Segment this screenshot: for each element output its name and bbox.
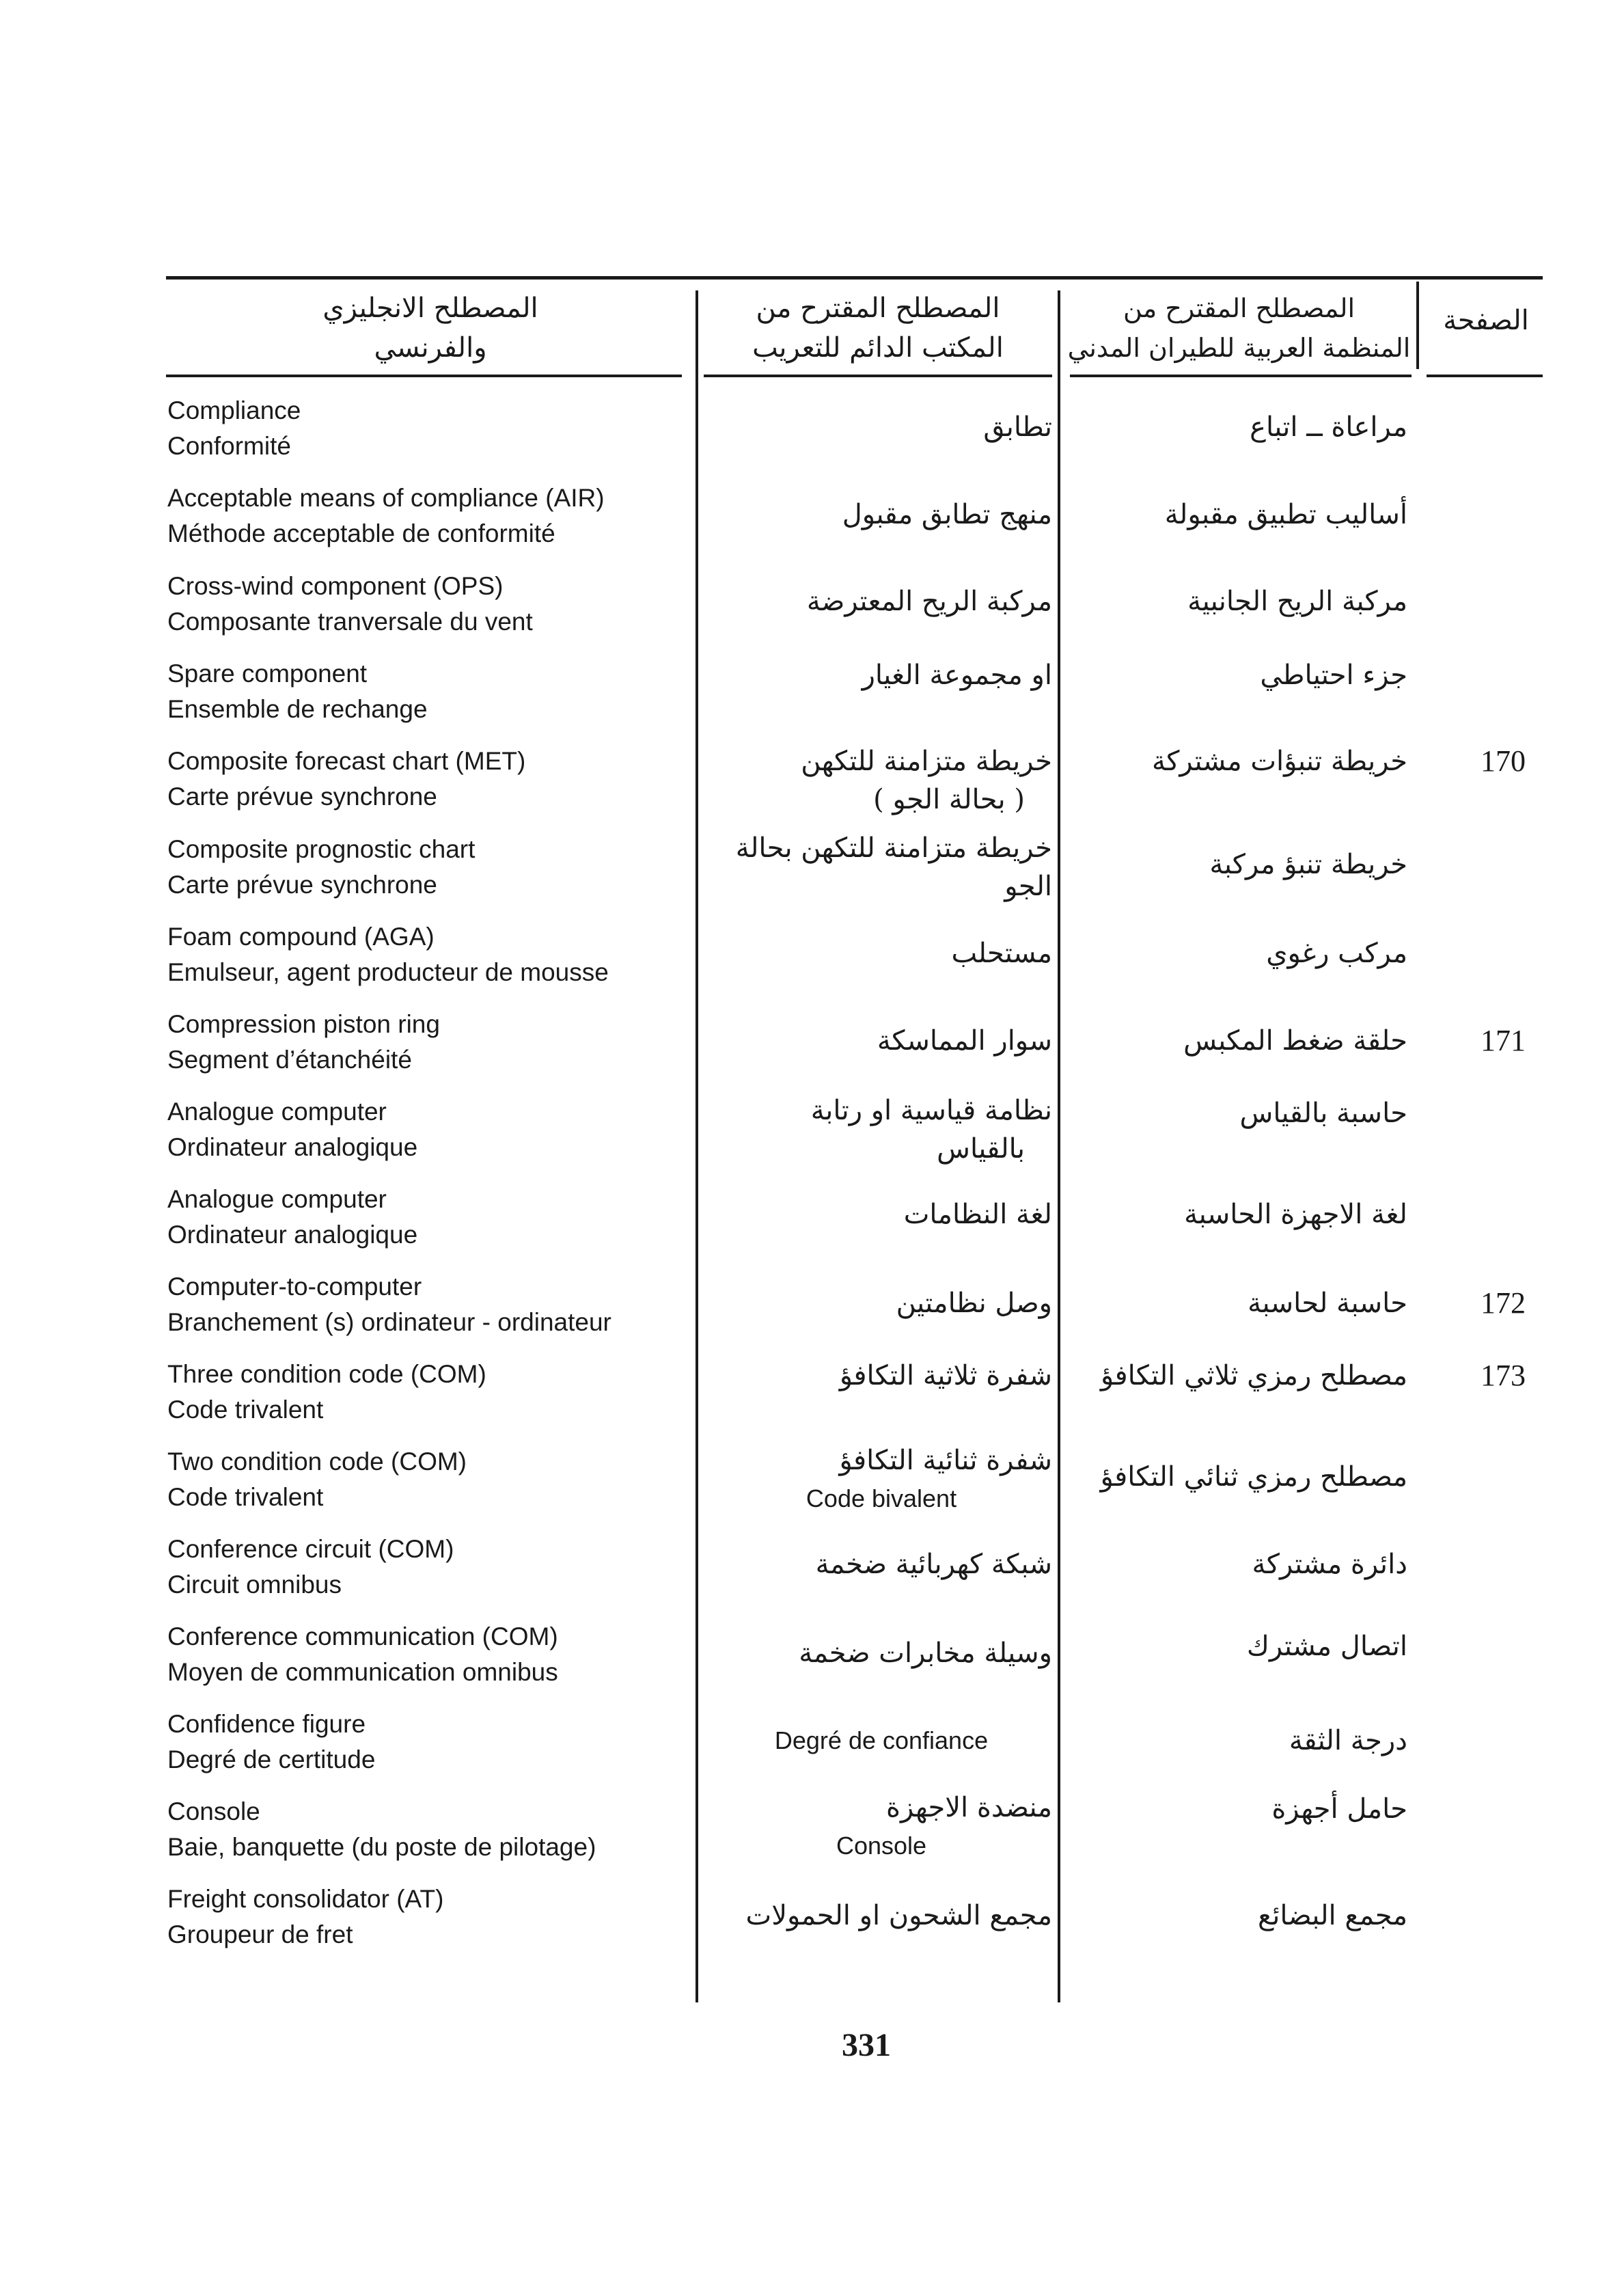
org-term-line: خريطة تنبؤات مشتركة: [1151, 746, 1407, 777]
org-term-line: درجة الثقة: [1289, 1725, 1407, 1756]
office-term-line: ( بحالة الجو ): [873, 784, 1025, 815]
office-term: [711, 1022, 1052, 1060]
french-term: Conformité: [167, 432, 291, 460]
org-term: [1073, 742, 1407, 780]
english-term: Console: [167, 1797, 260, 1825]
french-term: Baie, banquette (du poste de pilotage): [167, 1833, 596, 1861]
office-term: [711, 1789, 1052, 1865]
english-french-term: [167, 393, 693, 464]
office-term-line: شبكة كهربائية ضخمة: [815, 1549, 1052, 1580]
org-term: [1073, 1790, 1407, 1828]
page-ref: 170: [1481, 744, 1526, 778]
office-term-line: شفرة ثلاثية التكافؤ: [839, 1360, 1052, 1391]
english-term: Three condition code (COM): [167, 1360, 486, 1388]
org-term-line: مصطلح رمزي ثنائي التكافؤ: [1100, 1461, 1407, 1493]
english-french-term: [167, 1881, 693, 1953]
office-term-line: الجو: [1004, 871, 1052, 902]
office-term: [711, 495, 1052, 534]
french-term: Ensemble de rechange: [167, 695, 428, 723]
english-french-term: [167, 480, 693, 552]
office-term: [711, 1545, 1052, 1583]
header-english-french-line2: والفرنسي: [374, 332, 487, 364]
header-underline-col4: [1427, 375, 1543, 377]
office-term: [711, 1722, 1052, 1760]
french-term: Groupeur de fret: [167, 1920, 353, 1948]
french-term: Code trivalent: [167, 1396, 324, 1424]
org-term-line: أساليب تطبيق مقبولة: [1164, 499, 1407, 530]
org-term-line: خريطة تنبؤ مركبة: [1209, 849, 1407, 880]
office-term-line: وسيلة مخابرات ضخمة: [799, 1637, 1052, 1669]
office-term: [711, 1896, 1052, 1935]
org-term-line: حاسبة لحاسبة: [1248, 1288, 1407, 1319]
org-term: [1073, 1627, 1407, 1666]
office-term-line: منضدة الاجهزة: [886, 1792, 1052, 1823]
org-term-line: دائرة مشتركة: [1252, 1549, 1407, 1580]
org-term: [1073, 1284, 1407, 1322]
top-rule: [166, 276, 1543, 280]
english-french-term: [167, 1269, 693, 1340]
english-term: Conference communication (COM): [167, 1622, 558, 1650]
header-arab-org-line2: المنظمة العربية للطيران المدني: [1067, 333, 1411, 363]
page-ref: 172: [1481, 1286, 1526, 1320]
header-english-french: [167, 288, 693, 368]
org-term: [1073, 1094, 1407, 1132]
french-term: Ordinateur analogique: [167, 1133, 418, 1161]
french-term: Moyen de communication omnibus: [167, 1658, 558, 1686]
org-term-line: مركبة الريح الجانبية: [1187, 586, 1407, 617]
french-term: Degré de certitude: [167, 1745, 376, 1773]
office-term: [711, 408, 1052, 446]
office-term: [711, 656, 1052, 694]
header-underline-col1: [166, 375, 682, 377]
divider-right: [1416, 282, 1419, 369]
office-term-line: سوار المماسكة: [877, 1025, 1052, 1057]
french-term: Code trivalent: [167, 1483, 324, 1511]
divider-left: [696, 290, 698, 2002]
org-term: [1073, 495, 1407, 534]
org-term-line: اتصال مشترك: [1246, 1631, 1407, 1662]
french-term: Méthode acceptable de conformité: [167, 519, 555, 547]
org-term: [1073, 1357, 1407, 1395]
org-term: [1073, 1458, 1407, 1496]
english-term: Cross-wind component (OPS): [167, 572, 504, 600]
office-term: [711, 582, 1052, 621]
english-french-term: [167, 569, 693, 640]
english-french-term: [167, 1007, 693, 1078]
office-term-line: تطابق: [983, 411, 1052, 443]
org-term: [1073, 1722, 1407, 1760]
org-term: [1073, 1545, 1407, 1583]
office-term-line: لغة النظامات: [903, 1199, 1052, 1230]
english-french-term: [167, 1532, 693, 1603]
org-term-line: مراعاة ــ اتباع: [1250, 411, 1407, 443]
english-french-term: [167, 1182, 693, 1253]
english-term: Spare component: [167, 660, 368, 688]
header-underline-col3: [1070, 375, 1412, 377]
office-term-line: Code bivalent: [806, 1484, 957, 1512]
english-french-term: [167, 656, 693, 727]
english-term: Foam compound (AGA): [167, 923, 435, 951]
english-term: Confidence figure: [167, 1710, 366, 1738]
office-term-line: نظامة قياسية او رتابة: [810, 1095, 1052, 1126]
english-term: Computer-to-computer: [167, 1273, 422, 1301]
english-french-term: [167, 1444, 693, 1515]
office-term-line: خريطة متزامنة للتكهن بحالة: [735, 832, 1052, 864]
office-term-line: وصل نظامتين: [896, 1288, 1052, 1319]
page-ref: 173: [1481, 1359, 1526, 1392]
office-term-line: بالقياس: [937, 1133, 1025, 1165]
english-term: Acceptable means of compliance (AIR): [167, 484, 605, 512]
org-term: [1073, 408, 1407, 446]
office-term: [711, 1357, 1052, 1395]
office-term-line: او مجموعة الغيار: [862, 660, 1052, 691]
header-arab-org: [1063, 288, 1415, 368]
header-page-label: الصفحة: [1443, 305, 1529, 336]
org-term-line: حامل أجهزة: [1271, 1793, 1407, 1825]
english-french-term: [167, 1707, 693, 1778]
org-term-line: جزء احتياطي: [1260, 660, 1407, 691]
english-french-term: [167, 832, 693, 903]
header-underline-col2: [704, 375, 1052, 377]
page-ref: 171: [1481, 1024, 1526, 1057]
english-term: Compliance: [167, 396, 301, 424]
french-term: Carte prévue synchrone: [167, 783, 437, 811]
header-permanent-office-line2: المكتب الدائم للتعريب: [752, 332, 1004, 364]
org-term: [1073, 845, 1407, 884]
french-term: Ordinateur analogique: [167, 1221, 418, 1249]
english-french-term: [167, 1794, 693, 1865]
org-term: [1073, 1896, 1407, 1935]
org-term: [1073, 1195, 1407, 1234]
header-permanent-office: [704, 288, 1052, 368]
english-term: Two condition code (COM): [167, 1447, 467, 1476]
english-term: Compression piston ring: [167, 1010, 440, 1038]
office-term: [711, 1441, 1052, 1518]
english-term: Analogue computer: [167, 1185, 387, 1213]
english-term: Composite prognostic chart: [167, 835, 476, 863]
english-term: Analogue computer: [167, 1098, 387, 1126]
french-term: Segment d’étanchéité: [167, 1046, 412, 1074]
page-number: 331: [842, 2027, 891, 2063]
header-permanent-office-line1: المصطلح المقترح من: [756, 293, 1000, 324]
office-term-line: Console: [836, 1832, 927, 1860]
office-term: [711, 1195, 1052, 1234]
org-term: [1073, 934, 1407, 973]
english-term: Freight consolidator (AT): [167, 1885, 444, 1913]
french-term: Branchement (s) ordinateur - ordinateur: [167, 1308, 611, 1336]
office-term-line: مجمع الشحون او الحمولات: [745, 1900, 1052, 1931]
org-term-line: حاسبة بالقياس: [1239, 1098, 1407, 1129]
office-term: [711, 829, 1052, 906]
org-term-line: لغة الاجهزة الحاسبة: [1184, 1199, 1407, 1230]
org-term-line: مجمع البضائع: [1257, 1900, 1407, 1931]
office-term-line: شفرة ثنائية التكافؤ: [839, 1445, 1052, 1476]
english-term: Composite forecast chart (MET): [167, 747, 526, 775]
french-term: Composante tranversale du vent: [167, 608, 533, 636]
org-term-line: حلقة ضغط المكبس: [1183, 1025, 1407, 1057]
divider-middle: [1058, 290, 1060, 2002]
office-term: [711, 934, 1052, 973]
english-french-term: [167, 1094, 693, 1165]
office-term-line: منهج تطابق مقبول: [842, 499, 1052, 530]
org-term-line: مصطلح رمزي ثلاثي التكافؤ: [1100, 1360, 1407, 1391]
office-term-line: Degré de confiance: [774, 1726, 989, 1754]
org-term: [1073, 1022, 1407, 1060]
office-term: [711, 1284, 1052, 1322]
org-term-line: مركب رغوي: [1266, 938, 1407, 969]
french-term: Emulseur, agent producteur de mousse: [167, 958, 609, 986]
org-term: [1073, 582, 1407, 621]
office-term-line: خريطة متزامنة للتكهن: [801, 746, 1052, 777]
header-page: [1421, 301, 1551, 340]
office-term: [711, 1091, 1052, 1168]
english-french-term: [167, 1357, 693, 1428]
english-french-term: [167, 919, 693, 990]
english-french-term: [167, 744, 693, 815]
french-term: Carte prévue synchrone: [167, 871, 437, 899]
header-arab-org-line1: المصطلح المقترح من: [1123, 293, 1355, 323]
office-term-line: مركبة الريح المعترضة: [806, 586, 1052, 617]
french-term: Circuit omnibus: [167, 1571, 342, 1599]
english-term: Conference circuit (COM): [167, 1535, 454, 1563]
english-french-term: [167, 1619, 693, 1690]
office-term: [711, 1634, 1052, 1672]
header-english-french-line1: المصطلح الانجليزي: [322, 293, 538, 324]
org-term: [1073, 656, 1407, 694]
office-term: [711, 742, 1052, 819]
office-term-line: مستحلب: [951, 938, 1052, 969]
